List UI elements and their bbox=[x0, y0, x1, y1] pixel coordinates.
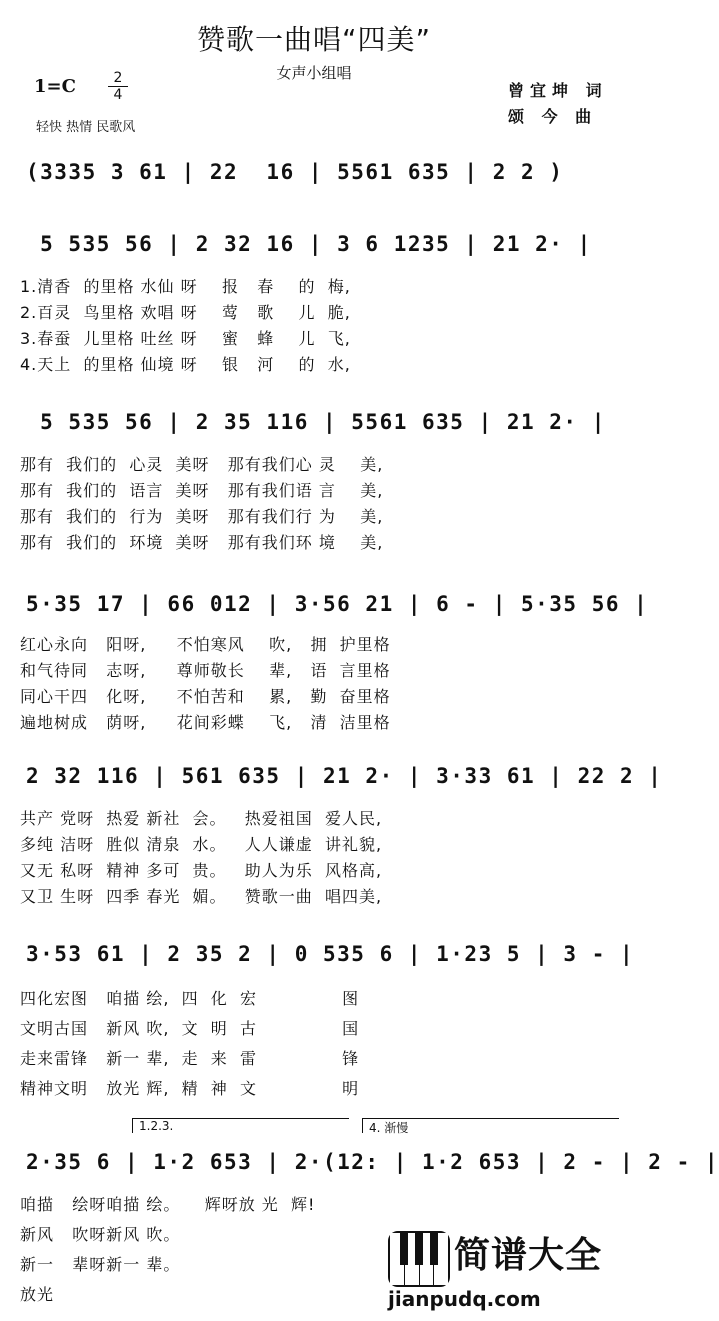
score-system-5 bbox=[26, 942, 635, 976]
lyric-line: 4.天上 的里格 仙境 呀 银 河 的 水, bbox=[20, 355, 351, 374]
song-title: 赞歌一曲唱“四美” bbox=[196, 23, 431, 56]
notation-line: 5 535 56 | 2 35 116 | 5561 635 | 21 2· | bbox=[26, 410, 606, 434]
lyric-line: 那有 我们的 环境 美呀 那有我们环 境 美, bbox=[20, 533, 384, 552]
lyric-line: 多纯 洁呀 胜似 清泉 水。 人人谦虚 讲礼貌, bbox=[20, 835, 383, 854]
time-signature bbox=[108, 70, 128, 103]
lyric-line: 新一 辈呀新一 辈。 bbox=[20, 1255, 181, 1274]
lyric-line: 咱描 绘呀咱描 绘。 辉呀放 光 辉! bbox=[20, 1195, 316, 1214]
logo-brand-text: 简谱大全 bbox=[454, 1235, 603, 1276]
score-system-intro bbox=[26, 160, 612, 194]
lyric-line: 新风 吹呀新风 吹。 bbox=[20, 1225, 181, 1244]
lyric-line: 文明古国 新风 吹, 文 明 古 国 bbox=[20, 1019, 360, 1038]
logo-url: jianpudq.com bbox=[388, 1287, 541, 1311]
score-system-6 bbox=[26, 1150, 719, 1184]
notation-line: 2 32 116 | 561 635 | 21 2· | 3·33 61 | 22 2 | bbox=[26, 764, 663, 788]
notation-line: 3·53 61 | 2 35 2 | 0 535 6 | 1·23 5 | 3 - | bbox=[26, 942, 635, 966]
notation-line: 5 535 56 | 2 32 16 | 3 6 1235 | 21 2· | bbox=[26, 232, 592, 256]
score-system-3 bbox=[26, 592, 649, 626]
lyric-line: 1.清香 的里格 水仙 呀 报 春 的 梅, bbox=[20, 277, 351, 296]
score-system-2 bbox=[26, 410, 612, 444]
piano-icon bbox=[388, 1231, 450, 1287]
lyric-line: 2.百灵 鸟里格 欢唱 呀 莺 歌 儿 脆, bbox=[20, 303, 351, 322]
score-system-4 bbox=[26, 764, 663, 798]
lyric-line: 和气待同 志呀, 尊师敬长 辈, 语 言里格 bbox=[20, 661, 391, 680]
score-system-1 bbox=[26, 232, 612, 266]
lyricist-credit: 曾宜坤 词 bbox=[508, 81, 608, 100]
notation-line: 5·35 17 | 66 012 | 3·56 21 | 6 - | 5·35 56 | bbox=[26, 592, 649, 616]
lyric-line: 遍地树成 荫呀, 花间彩蝶 飞, 清 洁里格 bbox=[20, 713, 391, 732]
lyric-line: 3.春蚕 儿里格 吐丝 呀 蜜 蜂 儿 飞, bbox=[20, 329, 351, 348]
lyric-line: 共产 党呀 热爱 新社 会。 热爱祖国 爱人民, bbox=[20, 809, 383, 828]
lyric-line: 红心永向 阳呀, 不怕寒风 吹, 拥 护里格 bbox=[20, 635, 391, 654]
lyric-line: 同心干四 化呀, 不怕苦和 累, 勤 奋里格 bbox=[20, 687, 391, 706]
first-ending-bracket: 1.2.3. bbox=[132, 1118, 349, 1133]
tempo-marking: 轻快 热情 民歌风 bbox=[36, 120, 136, 135]
lyric-line: 精神文明 放光 辉, 精 神 文 明 bbox=[20, 1079, 360, 1098]
lyric-line: 四化宏图 咱描 绘, 四 化 宏 图 bbox=[20, 989, 360, 1008]
lyric-line: 走来雷锋 新一 辈, 走 来 雷 锋 bbox=[20, 1049, 360, 1068]
lyric-line: 又卫 生呀 四季 春光 媚。 赞歌一曲 唱四美, bbox=[20, 887, 383, 906]
notation-line: 2·35 6 | 1·2 653 | 2·(12: | 1·2 653 | 2 - | 2 - | bbox=[26, 1150, 719, 1174]
song-subtitle: 女声小组唱 bbox=[276, 64, 352, 82]
lyric-line: 那有 我们的 语言 美呀 那有我们语 言 美, bbox=[20, 481, 384, 500]
composer-credit: 颂 今 曲 bbox=[508, 107, 598, 126]
second-ending-bracket: 4. 渐慢 bbox=[362, 1118, 619, 1133]
meter-top: 2 bbox=[108, 70, 128, 87]
lyric-line: 放光 bbox=[20, 1285, 55, 1304]
lyric-line: 又无 私呀 精神 多可 贵。 助人为乐 风格高, bbox=[20, 861, 383, 880]
lyric-line: 那有 我们的 行为 美呀 那有我们行 为 美, bbox=[20, 507, 384, 526]
notation-line: (3335 3 61 | 22 16 | 5561 635 | 2 2 ) bbox=[26, 160, 564, 184]
meter-bottom: 4 bbox=[113, 87, 123, 103]
lyric-line: 那有 我们的 心灵 美呀 那有我们心 灵 美, bbox=[20, 455, 384, 474]
site-logo bbox=[388, 1231, 618, 1311]
key-signature: 1=C bbox=[34, 76, 76, 97]
